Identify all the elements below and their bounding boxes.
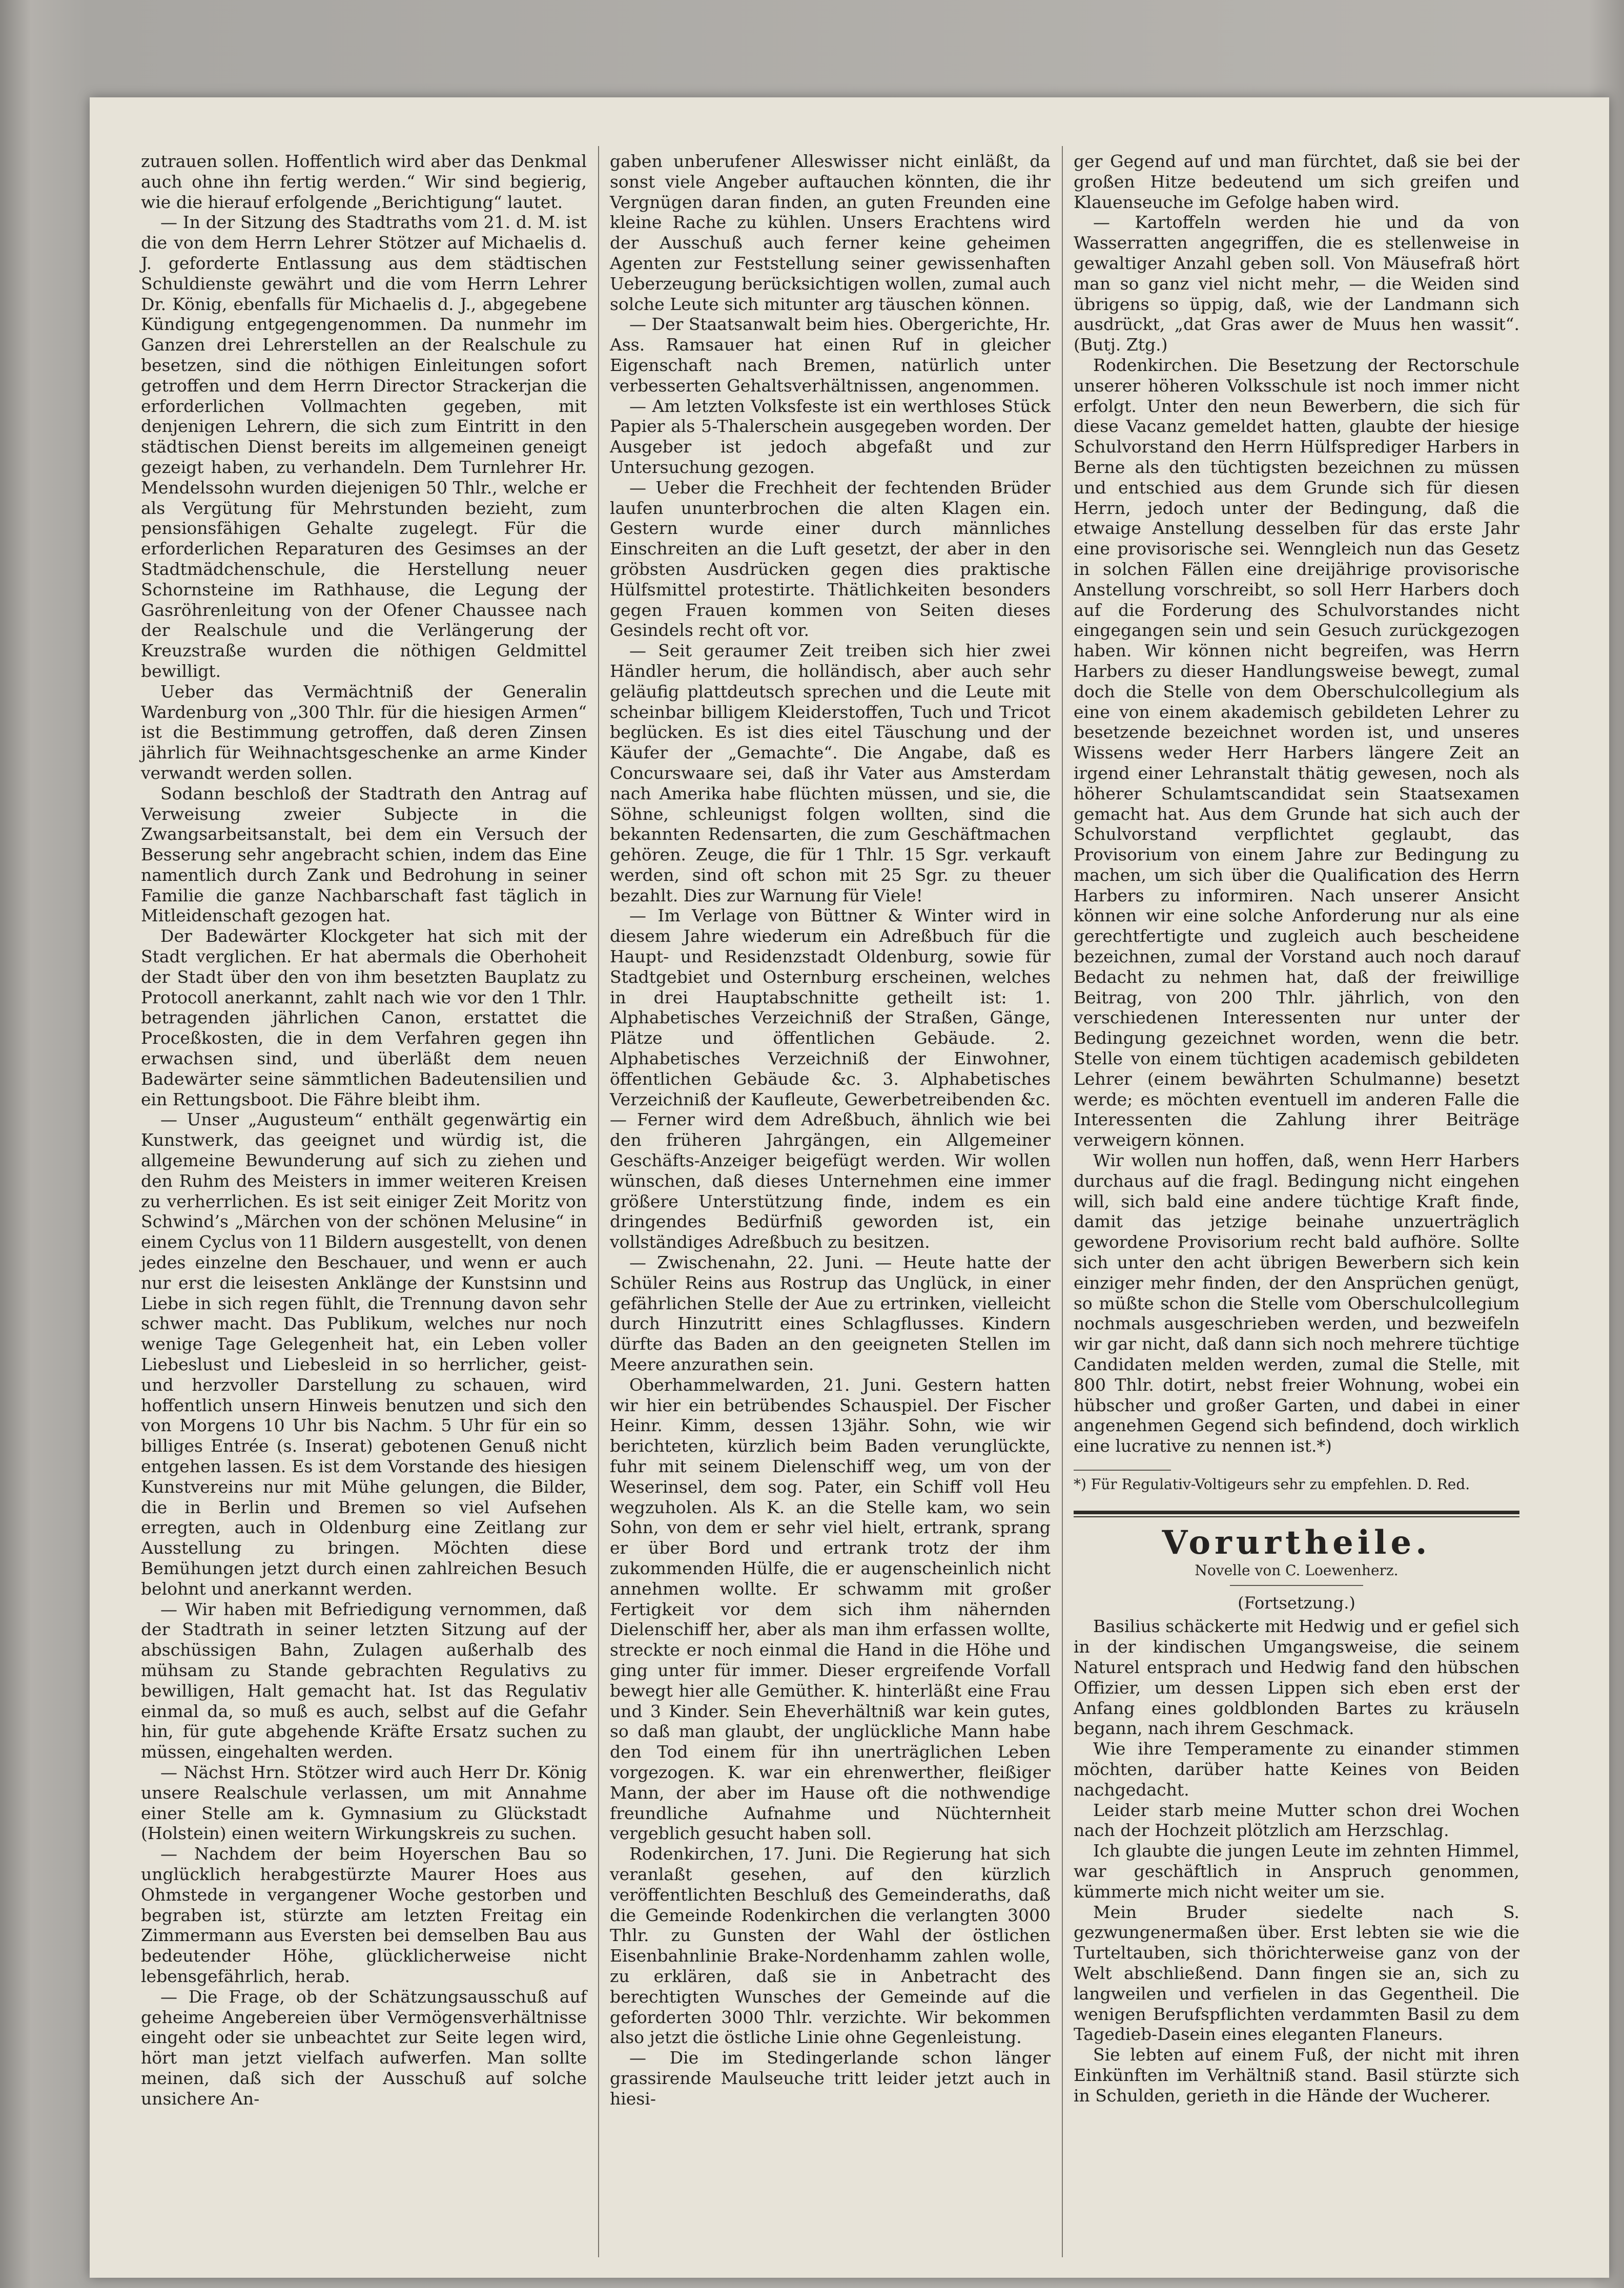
article-paragraph: — Nächst Hrn. Stötzer wird auch Herr Dr. König unsere Realschule verlassen, um mit Annahme einer Stelle am k. Gymnasium zu Glückstadt (Holstein) einen weitern Wirkungskreis zu suchen.: [141, 1762, 587, 1844]
article-paragraph: — In der Sitzung des Stadtraths vom 21. d. M. ist die von dem Herrn Lehrer Stötzer auf Michaelis d. J. geforderte Entlassung aus dem städtischen Schuldienste gewährt und die vom Herrn Lehrer Dr. König, ebenfalls für Michaelis d. J., abgegebene Kündigung entgegengenommen. Da nunmehr im Ganzen drei Lehrerstellen an der Realschule zu besetzen, sind die nöthigen Einleitungen sofort getroffen und dem Herrn Director Strackerjan die erforderlichen Vollmachten gegeben, mit denjenigen Lehrern, die sich zum Eintritt in den städtischen Dienst bereits im allgemeinen geneigt gezeigt haben, zu verhandeln. Dem Turnlehrer Hr. Mendelssohn wurden diejenigen 50 Thlr., welche er als Vergütung für Mehrstunden bezieht, zum pensionsfähigen Gehalte zugelegt. Für die erforderlichen Reparaturen des Gesimses an der Stadtmädchenschule, die Herstellung neuer Schornsteine im Rathhause, die Legung der Gasröhrenleitung von der Ofener Chaussee nach der Realschule und die Verlängerung der Kreuzstraße wurden die nöthigen Geldmittel bewilligt.: [141, 212, 587, 681]
article-paragraph: — Unser „Augusteum“ enthält gegenwärtig ein Kunstwerk, das geeignet und würdig ist, die allgemeine Bewunderung auf sich zu ziehen und den Ruhm des Meisters in immer weiteren Kreisen zu verherrlichen. Es ist seit einiger Zeit Moritz von Schwind’s „Märchen von der schönen Melusine“ in einem Cyclus von 11 Bildern ausgestellt, von denen jedes einzelne den Beschauer, und wenn er auch nur erst die leisesten Anklänge der Kunstsinn und Liebe in sich regen fühlt, die Trennung davon sehr schwer macht. Das Publikum, welches nur noch wenige Tage Gelegenheit hat, ein Leben voller Liebeslust und Liebesleid in so herrlicher, geist- und herzvoller Darstellung zu schauen, wird hoffentlich unsern Hinweis benutzen und sich den von Morgens 10 Uhr bis Nachm. 5 Uhr für ein so billiges Entrée (s. Inserat) gebotenen Genuß nicht entgehen lassen. Es ist dem Vorstande des hiesigen Kunstvereins nur mit Mühe gelungen, die Bilder, die in Berlin und Bremen so viel Aufsehen erregten, auch in Oldenburg eine Zeitlang zur Ausstellung zu bringen. Möchten diese Bemühungen jetzt durch einen zahlreichen Besuch belohnt und anerkannt werden.: [141, 1109, 587, 1599]
article-paragraph: — Die Frage, ob der Schätzungsausschuß auf geheime Angebereien über Vermögensverhältnisse eingeht oder sie unbeachtet zur Seite legen wird, hört man jetzt vielfach aufwerfen. Man sollte meinen, daß sich der Ausschuß auf solche unsichere An-: [141, 1986, 587, 2109]
article-paragraph: zutrauen sollen. Hoffentlich wird aber das Denkmal auch ohne ihn fertig werden.“ Wir sind begierig, wie die hierauf erfolgende „Berichtigung“ lautet.: [141, 151, 587, 212]
serial-continuation: (Fortsetzung.): [1238, 1593, 1355, 1613]
serial-paragraph: Wie ihre Temperamente zu einander stimmen möchten, darüber hatte Keines von Beiden nachgedacht.: [1074, 1739, 1519, 1800]
article-paragraph: — Nachdem der beim Hoyerschen Bau so unglücklich herabgestürzte Maurer Hoes aus Ohmstede in vergangener Woche gestorben und begraben ist, stürzte am letzten Freitag ein Zimmermann aus Eversten bei demselben Bau aus bedeutender Höhe, glücklicherweise nicht lebensgefährlich, herab.: [141, 1844, 587, 1986]
article-paragraph: — Die im Stedingerlande schon länger grassirende Maulseuche tritt leider jetzt auch in hiesi-: [610, 2048, 1051, 2109]
serial-paragraph: Basilius schäckerte mit Hedwig und er gefiel sich in der kindischen Umgangsweise, die seinem Naturel entsprach und Hedwig fand den hübschen Offizier, um dessen Lippen sich eben erst der Anfang eines goldblonden Bartes zu kräuseln begann, nach ihrem Geschmack.: [1074, 1616, 1519, 1739]
article-paragraph: Der Badewärter Klockgeter hat sich mit der Stadt verglichen. Er hat abermals die Oberhoheit der Stadt über den von ihm besetzten Bauplatz zu Protocoll anerkannt, zahlt nach wie vor den 1 Thlr. betragenden jährlichen Canon, erstattet die Proceßkosten, die in dem Verfahren gegen ihn erwachsen sind, und überläßt dem neuen Badewärter seine sämmtlichen Badeutensilien und ein Rettungsboot. Die Fähre bleibt ihm.: [141, 926, 587, 1109]
newspaper-page: [90, 97, 1609, 2278]
article-paragraph: — Am letzten Volksfeste ist ein werthloses Stück Papier als 5-Thalerschein ausgegeben worden. Der Ausgeber ist jedoch abgefaßt und zur Untersuchung gezogen.: [610, 396, 1051, 477]
serial-paragraph: Mein Bruder siedelte nach S. gezwungenermaßen über. Erst lebten sie wie die Turteltauben, sich thörichterweise ganz von der Welt abschließend. Dann fingen sie an, sich zu langweilen und verfielen in das Gegentheil. Die wenigen Berufspflichten verdammten Basil zu dem Tagedieb-Dasein eines eleganten Flaneurs.: [1074, 1902, 1519, 2045]
serial-author: Novelle von C. Loewenherz.: [1195, 1561, 1399, 1579]
article-paragraph: Ueber das Vermächtniß der Generalin Wardenburg von „300 Thlr. für die hiesigen Armen“ ist die Bestimmung getroffen, daß deren Zinsen jährlich für Weihnachtsgeschenke an arme Kinder verwandt werden sollen.: [141, 681, 587, 783]
serial-paragraph: Ich glaubte die jungen Leute im zehnten Himmel, war geschäftlich in Anspruch genommen, kümmerte mich nicht weiter um sie.: [1074, 1841, 1519, 1902]
article-paragraph: — Zwischenahn, 22. Juni. — Heute hatte der Schüler Reins aus Rostrup das Unglück, in einer gefährlichen Stelle der Aue zu ertrinken, vielleicht durch Hinzutritt eines Schlagflusses. Kindern dürfte das Baden an den geeigneten Stellen im Meere anzurathen sein.: [610, 1252, 1051, 1375]
serial-paragraph: Leider starb meine Mutter schon drei Wochen nach der Hochzeit plötzlich am Herzschlag.: [1074, 1800, 1519, 1841]
footnote-rule: [1074, 1470, 1171, 1471]
serial-rule: [1230, 1585, 1363, 1586]
article-paragraph: — Seit geraumer Zeit treiben sich hier zwei Händler herum, die holländisch, aber auch sehr geläufig plattdeutsch sprechen und die Leute mit scheinbar billigem Kleiderstoffen, Tuch und Tricot beglücken. Es ist dies eitel Täuschung und der Käufer der „Gemachte“. Die Angabe, daß es Concurswaare sei, daß ihr Vater aus Amsterdam nach Amerika habe flüchten müssen, und sie, die Söhne, schleunigst folgen wollten, sind die bekannten Redensarten, die zum Geschäftmachen gehören. Zeuge, die für 1 Thlr. 15 Sgr. verkauft werden, sind oft schon mit 25 Sgr. zu theuer bezahlt. Dies zur Warnung für Viele!: [610, 641, 1051, 905]
article-paragraph: — Ueber die Frechheit der fechtenden Brüder laufen ununterbrochen die alten Klagen ein. Gestern wurde einer durch männliches Einschreiten an die Luft gesetzt, der aber in den gröbsten Ausdrücken gegen dies praktische Hülfsmittel protestirte. Thätlichkeiten besonders gegen Frauen kommen von Seiten dieses Gesindels recht oft vor.: [610, 477, 1051, 641]
column-divider: [1062, 146, 1063, 2257]
article-paragraph: Oberhammelwarden, 21. Juni. Gestern hatten wir hier ein betrübendes Schauspiel. Der Fischer Heinr. Kimm, dessen 13jähr. Sohn, wie wir berichteten, kürzlich beim Baden verunglückte, fuhr mit seinem Dielenschiff weg, um von der Weserinsel, dem sog. Pater, ein Schiff voll Heu wegzuholen. Als K. an die Stelle kam, wo sein Sohn, von dem er sehr viel hielt, ertrank, sprang er über Bord und ertrank trotz der ihm zukommenden Hülfe, die er augenscheinlich nicht annehmen wollte. Er schwamm mit großer Fertigkeit vor dem sich ihm nähernden Dielenschiff her, aber als man ihm erfassen wollte, streckte er noch einmal die Hand in die Höhe und ging unter für immer. Dieser ergreifende Vorfall bewegt hier alle Gemüther. K. hinterläßt eine Frau und 3 Kinder. Sein Eheverhältniß war kein gutes, so daß man glaubt, der unglückliche Mann habe den Tod einem für ihn unerträglichen Leben vorgezogen. K. war ein ehrenwerther, fleißiger Mann, der aber im Hause oft die nothwendige freundliche Aufnahme und Nüchternheit vergeblich gesucht haben soll.: [610, 1374, 1051, 1844]
article-paragraph: — Wir haben mit Befriedigung vernommen, daß der Stadtrath in seiner letzten Sitzung auf der abschüssigen Bahn, Zulagen außerhalb des mühsam zu Stande gebrachten Regulativs zu bewilligen, Halt gemacht hat. Ist das Regulativ einmal da, so muß es auch, selbst auf die Gefahr hin, für gute abgehende Kräfte Ersatz suchen zu müssen, eingehalten werden.: [141, 1599, 587, 1762]
article-paragraph: Sodann beschloß der Stadtrath den Antrag auf Verweisung zweier Subjecte in die Zwangsarbeitsanstalt, bei dem ein Versuch der Besserung sehr angebracht schien, indem das Eine namentlich durch Zank und Bedrohung in seiner Familie die ganze Nachbarschaft fast täglich in Mitleidenschaft gezogen hat.: [141, 783, 587, 926]
column-2: [610, 151, 1051, 2109]
serial-paragraph: Sie lebten auf einem Fuß, der nicht mit ihren Einkünften im Verhältniß stand. Basil stürzte sich in Schulden, gerieth in die Hände der Wucherer.: [1074, 2045, 1519, 2106]
article-paragraph: Wir wollen nun hoffen, daß, wenn Herr Harbers durchaus auf die fragl. Bedingung nicht eingehen will, sich bald eine andere tüchtige Kraft finde, damit das jetzige beinahe unzuerträglich gewordene Provisorium recht bald aufhöre. Sollte sich unter den acht übrigen Bewerbern sich kein einziger mehr finden, der den Ansprüchen genügt, so müßte schon die Stelle vom Oberschulcollegium nochmals ausgeschrieben werden, und bezweifeln wir gar nicht, daß dann sich noch mehrere tüchtige Candidaten melden werden, zumal die Stelle, mit 800 Thlr. dotirt, nebst freier Wohnung, wobei ein hübscher und großer Garten, und dabei in einer angenehmen Gegend sich befindend, doch wirklich eine lucrative zu nennen ist.*): [1074, 1150, 1519, 1456]
article-paragraph: ger Gegend auf und man fürchtet, daß sie bei der großen Hitze bedeutend um sich greifen und Klauenseuche im Gefolge haben wird.: [1074, 151, 1519, 212]
article-paragraph: — Im Verlage von Büttner & Winter wird in diesem Jahre wiederum ein Adreßbuch für die Haupt- und Residenzstadt Oldenburg, sowie für Stadtgebiet und Osternburg erscheinen, welches in drei Hauptabschnitte getheilt ist: 1. Alphabetisches Verzeichniß der Straßen, Gänge, Plätze und öffentlichen Gebäude. 2. Alphabetisches Verzeichniß der Einwohner, öffentlichen Gebäude &c. 3. Alphabetisches Verzeichniß der Kaufleute, Gewerbetreibenden &c. — Ferner wird dem Adreßbuch, ähnlich wie bei den früheren Jahrgängen, ein Allgemeiner Geschäfts-Anzeiger beigefügt werden. Wir wollen wünschen, daß dieses Unternehmen eine immer größere Unterstützung finde, indem es ein dringendes Bedürfniß geworden ist, ein vollständiges Adreßbuch zu besitzen.: [610, 905, 1051, 1252]
article-paragraph: — Kartoffeln werden hie und da von Wasserratten angegriffen, die es stellenweise in gewaltiger Anzahl geben soll. Von Mäusefraß hört man so ganz viel nicht mehr, — die Weiden sind übrigens so üppig, daß, wie der Landmann sich ausdrückt, „dat Gras awer de Muus hen wassit“. (Butj. Ztg.): [1074, 212, 1519, 355]
column-divider: [598, 146, 599, 2257]
article-paragraph: gaben unberufener Alleswisser nicht einläßt, da sonst viele Angeber auftauchen könnten, die ihr Vergnügen daran finden, an guten Freunden eine kleine Rache zu kühlen. Unsers Erachtens wird der Ausschuß auch ferner keine geheimen Agenten zur Feststellung seiner gewissenhaften Ueberzeugung berücksichtigen wollen, zumal auch solche Leute sich mitunter arg täuschen können.: [610, 151, 1051, 314]
article-paragraph: Rodenkirchen, 17. Juni. Die Regierung hat sich veranlaßt gesehen, auf den kürzlich veröffentlichten Beschluß des Gemeinderaths, daß die Gemeinde Rodenkirchen die verlangten 3000 Thlr. zu Gunsten der Wahl der östlichen Eisenbahnlinie Brake-Nordenhamm zahlen wolle, zu erklären, daß sie in Anbetracht des berechtigten Wunsches der Gemeinde auf die geforderten 3000 Thlr. verzichte. Wir bekommen also jetzt die östliche Linie ohne Gegenleistung.: [610, 1844, 1051, 2048]
footnote: *) Für Regulativ-Voltigeurs sehr zu empfehlen. D. Red.: [1074, 1476, 1470, 1493]
serial-title: Vorurtheile.: [1162, 1523, 1431, 1562]
article-paragraph: — Der Staatsanwalt beim hies. Obergerichte, Hr. Ass. Ramsauer hat einen Ruf in gleicher Eigenschaft nach Bremen, natürlich unter verbesserten Gehaltsverhältnissen, angenommen.: [610, 314, 1051, 396]
column-1: [141, 151, 587, 2109]
column-3: [1074, 151, 1519, 2106]
article-paragraph: Rodenkirchen. Die Besetzung der Rectorschule unserer höheren Volksschule ist noch immer nicht erfolgt. Unter den neun Bewerbern, die sich für diese Vacanz gemeldet hatten, glaubte der hiesige Schulvorstand den Herrn Hülfsprediger Harbers in Berne als den tüchtigsten bezeichnen zu müssen und entschied aus dem Grunde sich für diesen Herrn, jedoch unter der Bedingung, daß die etwaige Anstellung desselben für das erste Jahr eine provisorische sei. Wenngleich nun das Gesetz in solchen Fällen eine dreijährige provisorische Anstellung vorschreibt, so soll Herr Harbers doch auf die Forderung des Schulvorstandes nicht eingegangen sein und sein Gesuch zurückgezogen haben. Wir können nicht begreifen, was Herrn Harbers zu dieser Handlungsweise bewegt, zumal doch die Stelle von dem Oberschulcollegium als eine von einem akademisch gebildeten Lehrer zu besetzende bezeichnet worden ist, und unseres Wissens weder Herr Harbers längere Zeit an irgend einer Lehranstalt thätig gewesen, noch als höherer Schulamtscandidat sein Staatsexamen gemacht hat. Aus dem Grunde hat sich auch der Schulvorstand verpflichtet geglaubt, das Provisorium von einem Jahre zur Bedingung zu machen, um sich über die Qualification des Herrn Harbers zu informiren. Nach unserer Ansicht können wir eine solche Anforderung nur als eine gerechtfertigte und zugleich auch bescheidene bezeichnen, zumal der Vorstand auch noch darauf Bedacht zu nehmen hat, daß der freiwillige Beitrag, von 200 Thlr. jährlich, von den verschiedenen Interessenten nur unter der Bedingung gezeichnet worden, wenn die betr. Stelle von einem tüchtigen academisch gebildeten Lehrer (einem bewährten Schulmanne) besetzt werde; es möchten eventuell im anderen Falle die Interessenten die Zahlung ihrer Beiträge verweigern können.: [1074, 355, 1519, 1150]
feuilleton-rule: [1074, 1511, 1519, 1517]
